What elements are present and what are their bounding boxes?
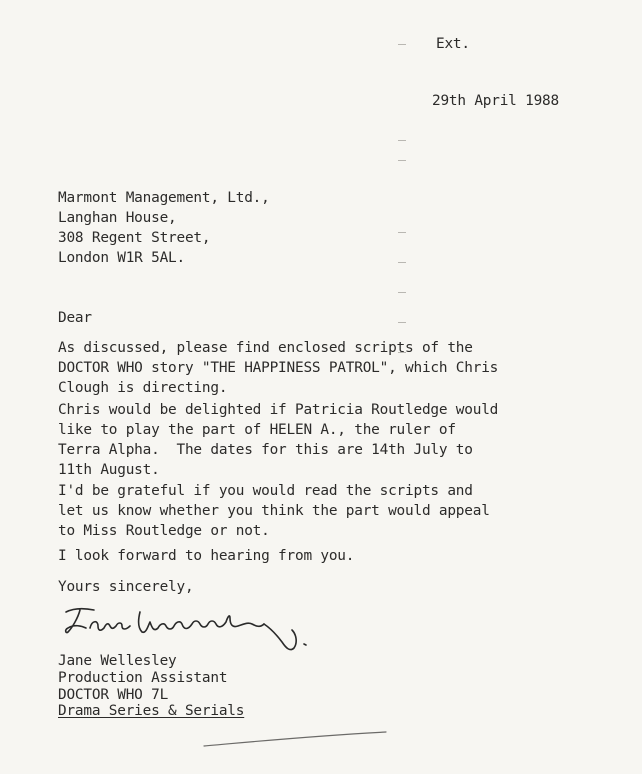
margin-mark (398, 160, 406, 161)
address-line-2: Langhan House, (58, 210, 177, 226)
paragraph-line: Chris would be delighted if Patricia Routledge would (58, 402, 499, 418)
programme-code: DOCTOR WHO 7L (58, 687, 169, 703)
margin-mark (398, 322, 406, 323)
margin-mark (398, 140, 406, 141)
margin-mark (398, 44, 406, 45)
paragraph-4: I look forward to hearing from you. (58, 548, 355, 564)
paragraph-line: to Miss Routledge or not. (58, 523, 270, 539)
signatory-name: Jane Wellesley (58, 653, 177, 669)
paragraph-3 (58, 481, 598, 541)
handwritten-signature (60, 598, 330, 658)
paragraph-line: 11th August. (58, 462, 160, 478)
margin-mark (398, 262, 406, 263)
signatory-title: Production Assistant (58, 670, 228, 686)
address-line-1: Marmont Management, Ltd., (58, 190, 270, 206)
paragraph-1 (58, 338, 598, 398)
letter-date: 29th April 1988 (432, 93, 559, 109)
paragraph-line: like to play the part of HELEN A., the ruler of (58, 422, 456, 438)
paragraph-line: let us know whether you think the part would appeal (58, 503, 490, 519)
pen-stroke (200, 722, 390, 752)
margin-mark (398, 292, 406, 293)
extension-label: Ext. (436, 36, 470, 52)
address-line-3: 308 Regent Street, (58, 230, 211, 246)
salutation: Dear (58, 310, 92, 326)
paragraph-line: Clough is directing. (58, 380, 228, 396)
paragraph-line: I'd be grateful if you would read the scripts and (58, 483, 473, 499)
paragraph-line: As discussed, please find enclosed scripts of the (58, 340, 473, 356)
paragraph-line: DOCTOR WHO story "THE HAPPINESS PATROL", which Chris (58, 360, 499, 376)
address-line-4: London W1R 5AL. (58, 250, 185, 266)
paragraph-line: Terra Alpha. The dates for this are 14th July to (58, 442, 473, 458)
complimentary-close: Yours sincerely, (58, 579, 194, 595)
margin-mark (398, 232, 406, 233)
paragraph-2 (58, 400, 598, 480)
department-name: Drama Series & Serials (58, 703, 245, 719)
